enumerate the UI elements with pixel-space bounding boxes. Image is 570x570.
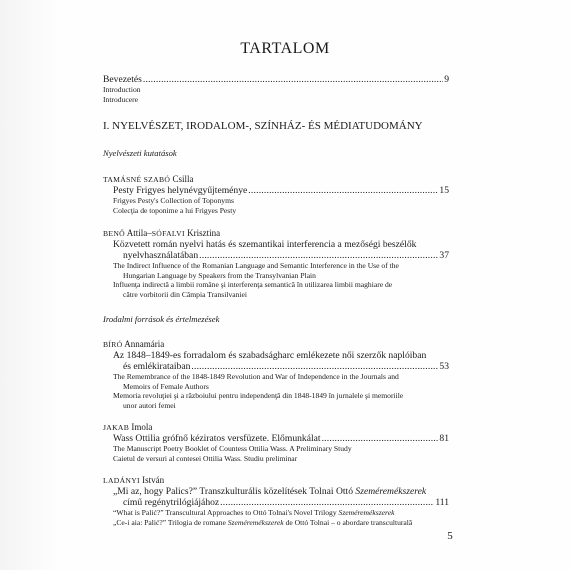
entry-translation: The Remembrance of the 1848-1849 Revolution and War of Independence in the Journals and [113,372,399,381]
entry-translation: Memoirs of Female Authors [123,381,209,391]
entry-translation: către vorbitorii din Câmpia Transilvaniei [123,289,248,299]
page-shadow [0,0,60,570]
entry-author: JAKAB Imola [103,422,153,432]
toc-entry[interactable] [103,174,449,215]
entry-translation: Memoria revoluţiei şi a războiului pentru independenţă din 1848-1849 în jurnalele şi memoriile [113,391,404,400]
entry-translation: Caietul de versuri al contesei Ottilia Wass. Studiu preliminar [113,453,298,463]
entry-title-cont: nyelvhasználatában [123,250,199,261]
toc-entry[interactable] [103,475,449,527]
entry-author: BENŐ Attila–SÓFALVI Krisztina [103,228,221,238]
entry-page: 111 [435,497,449,508]
entry-title: Bevezetés [103,74,142,85]
subsection-heading: Nyelvészeti kutatások [103,148,177,158]
entry-translation: Influenţa indirectă a limbii române şi interferenţa semantică în utilizarea limbii maghiare de [113,280,393,289]
entry-title: Pesty Frigyes helynévgyűjteménye [113,185,248,196]
subsection-heading: Irodalmi források és értelmezések [103,314,220,324]
entry-page: 37 [439,250,449,261]
entry-translation: Frigyes Pesty's Collection of Toponyms [113,196,234,205]
dot-leader [199,250,438,261]
entry-page: 53 [439,361,449,372]
entry-translation: The Manuscript Poetry Booklet of Countess Ottilia Wass. A Preliminary Study [113,444,352,453]
entry-author: TAMÁSNÉ SZABÓ Csilla [103,174,194,184]
toc-entry[interactable] [103,339,449,410]
entry-author: LADÁNYI István [103,475,165,485]
entry-title-cont: című regénytrilógiájához [123,497,220,508]
page-title: TARTALOM [240,40,330,57]
entry-translation: Introducere [103,94,138,104]
entry-author: BÍRÓ Annamária [103,339,165,349]
dot-leader [322,433,439,444]
entry-translation: Colecţia de toponime a lui Frigyes Pesty [113,205,237,215]
dot-leader [248,185,438,196]
entry-page: 15 [439,185,449,196]
section-heading: I. NYELVÉSZET, IRODALOM-, SZÍNHÁZ- ÉS MÉDIATUDOMÁNY [103,120,423,132]
dot-leader [220,497,434,508]
toc-entry[interactable] [103,228,449,299]
entry-title: Wass Ottilia grófnő kéziratos versfüzete. Előmunkálat [113,433,321,444]
entry-title: „Mi az, hogy Palics?” Transzkulturális közelítések Tolnai Ottó Szeméremékszerek [113,486,427,497]
entry-title: Az 1848–1849-es forradalom és szabadságharc emlékezete női szerzők naplóiban [113,350,427,361]
entry-page: 9 [444,74,449,85]
entry-translation: „Ce-i aia: Palić?” Trilogia de romane Szeméremékszerek de Ottó Tolnai – o abordare transculturală [113,517,413,527]
toc-entry[interactable] [103,422,449,463]
entry-page: 81 [439,433,449,444]
dot-leader [143,74,443,85]
entry-translation: “What is Palić?” Transcultural Approaches to Ottó Tolnai's Novel Trilogy Szeméremékszerek [113,508,395,517]
entry-translation: unor autori femei [123,400,176,410]
dot-leader [191,361,438,372]
entry-title: Közvetett román nyelvi hatás és szemantikai interferencia a mezőségi beszélők [113,239,417,250]
entry-title-cont: és emlékirataiban [123,361,191,372]
entry-translation: Hungarian Language by Speakers from the Transylvanian Plain [123,270,316,280]
entry-translation: Introduction [103,85,141,94]
page-number: 5 [447,530,453,542]
toc-entry-intro[interactable] [103,74,449,104]
toc-content [103,74,449,527]
entry-translation: The Indirect Influence of the Romanian Language and Semantic Interference in the Use of the [113,261,399,270]
